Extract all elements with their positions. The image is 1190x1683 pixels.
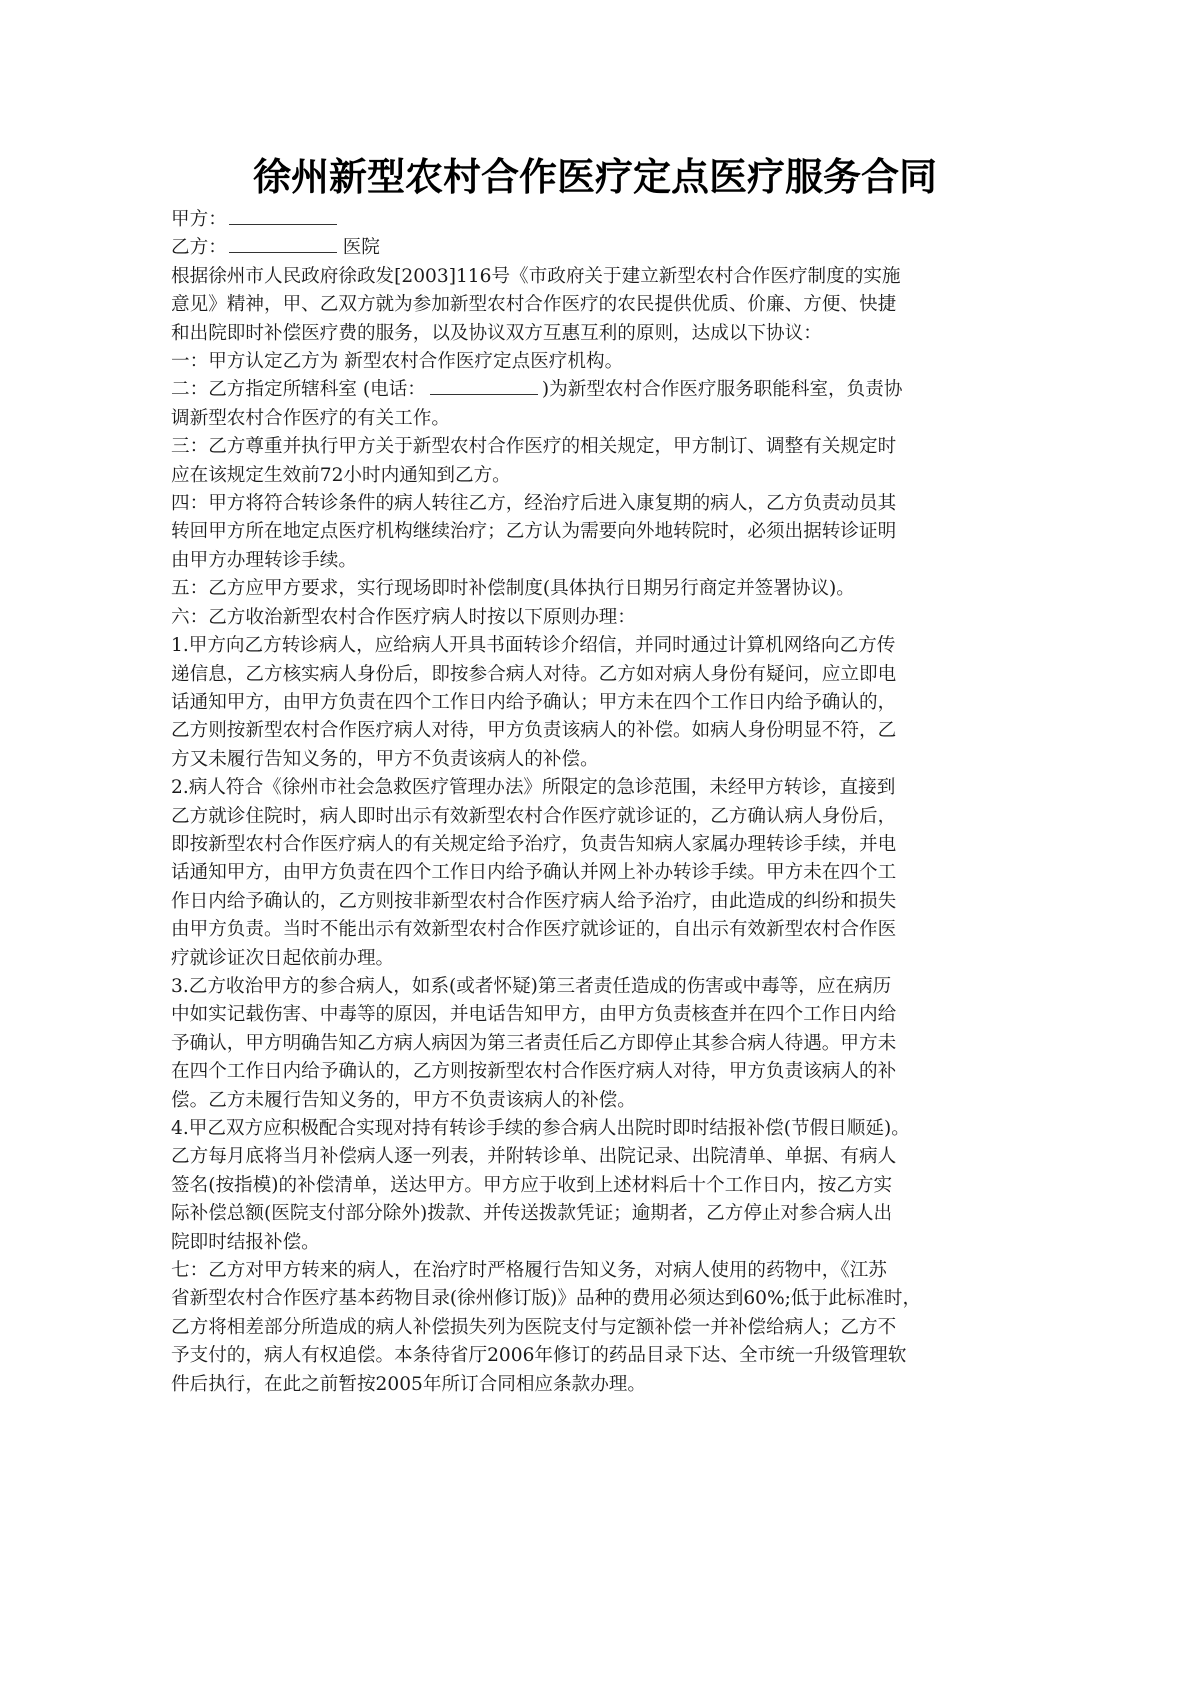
party-a-blank-field[interactable] [229, 206, 337, 225]
item-4-line-2: 乙方每月底将当月补偿病人逐一列表，并附转诊单、出院记录、出院清单、单据、有病人 [171, 1146, 897, 1168]
item-2-line-6: 由甲方负责。当时不能出示有效新型农村合作医疗就诊证的，自出示有效新型农村合作医 [171, 919, 897, 941]
article-4-line-2: 转回甲方所在地定点医疗机构继续治疗；乙方认为需要向外地转院时，必须出据转诊证明 [171, 521, 897, 543]
preamble-line-3: 和出院即时补偿医疗费的服务，以及协议双方互惠互利的原则，达成以下协议： [171, 322, 822, 344]
item-2-line-1: 2.病人符合《徐州市社会急救医疗管理办法》所限定的急诊范围，未经甲方转诊，直接到 [171, 777, 896, 799]
article-1: 一：甲方认定乙方为 新型农村合作医疗定点医疗机构。 [171, 351, 624, 373]
item-2-line-4: 话通知甲方，由甲方负责在四个工作日内给予确认并网上补办转诊手续。甲方未在四个工 [171, 862, 897, 884]
article-2-line-2: 调新型农村合作医疗的有关工作。 [171, 407, 450, 429]
item-3-line-3: 予确认，甲方明确告知乙方病人病因为第三者责任后乙方即停止其参合病人待遇。甲方未 [171, 1032, 897, 1054]
preamble-line-1: 根据徐州市人民政府徐政发[2003]116号《市政府关于建立新型农村合作医疗制度的实施 [171, 265, 901, 287]
phone-blank-field[interactable] [430, 376, 538, 395]
preamble-line-2: 意见》精神，甲、乙双方就为参加新型农村合作医疗的农民提供优质、价廉、方便、快捷 [171, 294, 897, 316]
item-2-line-2: 乙方就诊住院时，病人即时出示有效新型农村合作医疗就诊证的，乙方确认病人身份后， [171, 805, 897, 827]
item-4-line-5: 院即时结报补偿。 [171, 1231, 320, 1253]
article-7-line-2: 省新型农村合作医疗基本药物目录(徐州修订版)》品种的费用必须达到60%;低于此标准时， [171, 1288, 922, 1310]
article-7-line-4: 予支付的，病人有权追偿。本条待省厅2006年修订的药品目录下达、全市统一升级管理软 [171, 1345, 907, 1367]
item-1-line-3: 话通知甲方，由甲方负责在四个工作日内给予确认；甲方未在四个工作日内给予确认的， [171, 691, 897, 713]
article-7-line-3: 乙方将相差部分所造成的病人补偿损失列为医院支付与定额补偿一并补偿给病人；乙方不 [171, 1316, 897, 1338]
article-7-line-5: 件后执行，在此之前暂按2005年所订合同相应条款办理。 [171, 1373, 646, 1395]
article-3-line-2: 应在该规定生效前72小时内通知到乙方。 [171, 464, 511, 486]
article-4-line-3: 由甲方办理转诊手续。 [171, 549, 357, 571]
item-3-line-2: 中如实记载伤害、中毒等的原因，并电话告知甲方，由甲方负责核查并在四个工作日内给 [171, 1004, 897, 1026]
item-1-line-5: 方又未履行告知义务的，甲方不负责该病人的补偿。 [171, 748, 599, 770]
item-1-line-1: 1.甲方向乙方转诊病人，应给病人开具书面转诊介绍信，并同时通过计算机网络向乙方传 [171, 635, 896, 657]
party-b-blank-field[interactable] [229, 234, 337, 253]
article-2-prefix: 二：乙方指定所辖科室 (电话： [171, 379, 426, 401]
article-2-line-1 [171, 376, 983, 404]
item-1-line-4: 乙方则按新型农村合作医疗病人对待，甲方负责该病人的补偿。如病人身份明显不符，乙 [171, 720, 897, 742]
party-b-label: 乙方： [171, 237, 227, 259]
item-2-line-7: 疗就诊证次日起依前办理。 [171, 947, 395, 969]
party-a-line [171, 206, 983, 234]
item-3-line-1: 3.乙方收治甲方的参合病人，如系(或者怀疑)第三者责任造成的伤害或中毒等，应在病历 [171, 975, 892, 997]
party-b-suffix: 医院 [336, 237, 380, 259]
party-b-line [171, 234, 983, 262]
document-body [171, 206, 983, 1399]
document-title: 徐州新型农村合作医疗定点医疗服务合同 [252, 155, 937, 199]
item-3-line-4: 在四个工作日内给予确认的，乙方则按新型农村合作医疗病人对待，甲方负责该病人的补 [171, 1061, 897, 1083]
article-5: 五：乙方应甲方要求，实行现场即时补偿制度(具体执行日期另行商定并签署协议)。 [171, 578, 855, 600]
article-6: 六：乙方收治新型农村合作医疗病人时按以下原则办理： [171, 606, 636, 628]
item-3-line-5: 偿。乙方未履行告知义务的，甲方不负责该病人的补偿。 [171, 1089, 636, 1111]
article-4-line-1: 四：甲方将符合转诊条件的病人转往乙方，经治疗后进入康复期的病人，乙方负责动员其 [171, 493, 897, 515]
article-7-line-1: 七：乙方对甲方转来的病人，在治疗时严格履行告知义务，对病人使用的药物中，《江苏 [171, 1260, 887, 1282]
item-4-line-1: 4.甲乙双方应积极配合实现对持有转诊手续的参合病人出院时即时结报补偿(节假日顺延)。 [171, 1118, 910, 1139]
article-3-line-1: 三：乙方尊重并执行甲方关于新型农村合作医疗的相关规定，甲方制订、调整有关规定时 [171, 436, 897, 458]
item-4-line-3: 签名(按指模)的补偿清单，送达甲方。甲方应于收到上述材料后十个工作日内，按乙方实 [171, 1174, 893, 1196]
item-2-line-3: 即按新型农村合作医疗病人的有关规定给予治疗，负责告知病人家属办理转诊手续，并电 [171, 833, 897, 855]
item-2-line-5: 作日内给予确认的，乙方则按非新型农村合作医疗病人给予治疗，由此造成的纠纷和损失 [171, 890, 897, 912]
article-2-suffix: )为新型农村合作医疗服务职能科室，负责协 [541, 379, 903, 401]
item-4-line-4: 际补偿总额(医院支付部分除外)拨款、并传送拨款凭证；逾期者，乙方停止对参合病人出 [171, 1203, 893, 1225]
item-1-line-2: 递信息，乙方核实病人身份后，即按参合病人对待。乙方如对病人身份有疑问，应立即电 [171, 663, 897, 685]
party-a-label: 甲方： [171, 209, 227, 230]
